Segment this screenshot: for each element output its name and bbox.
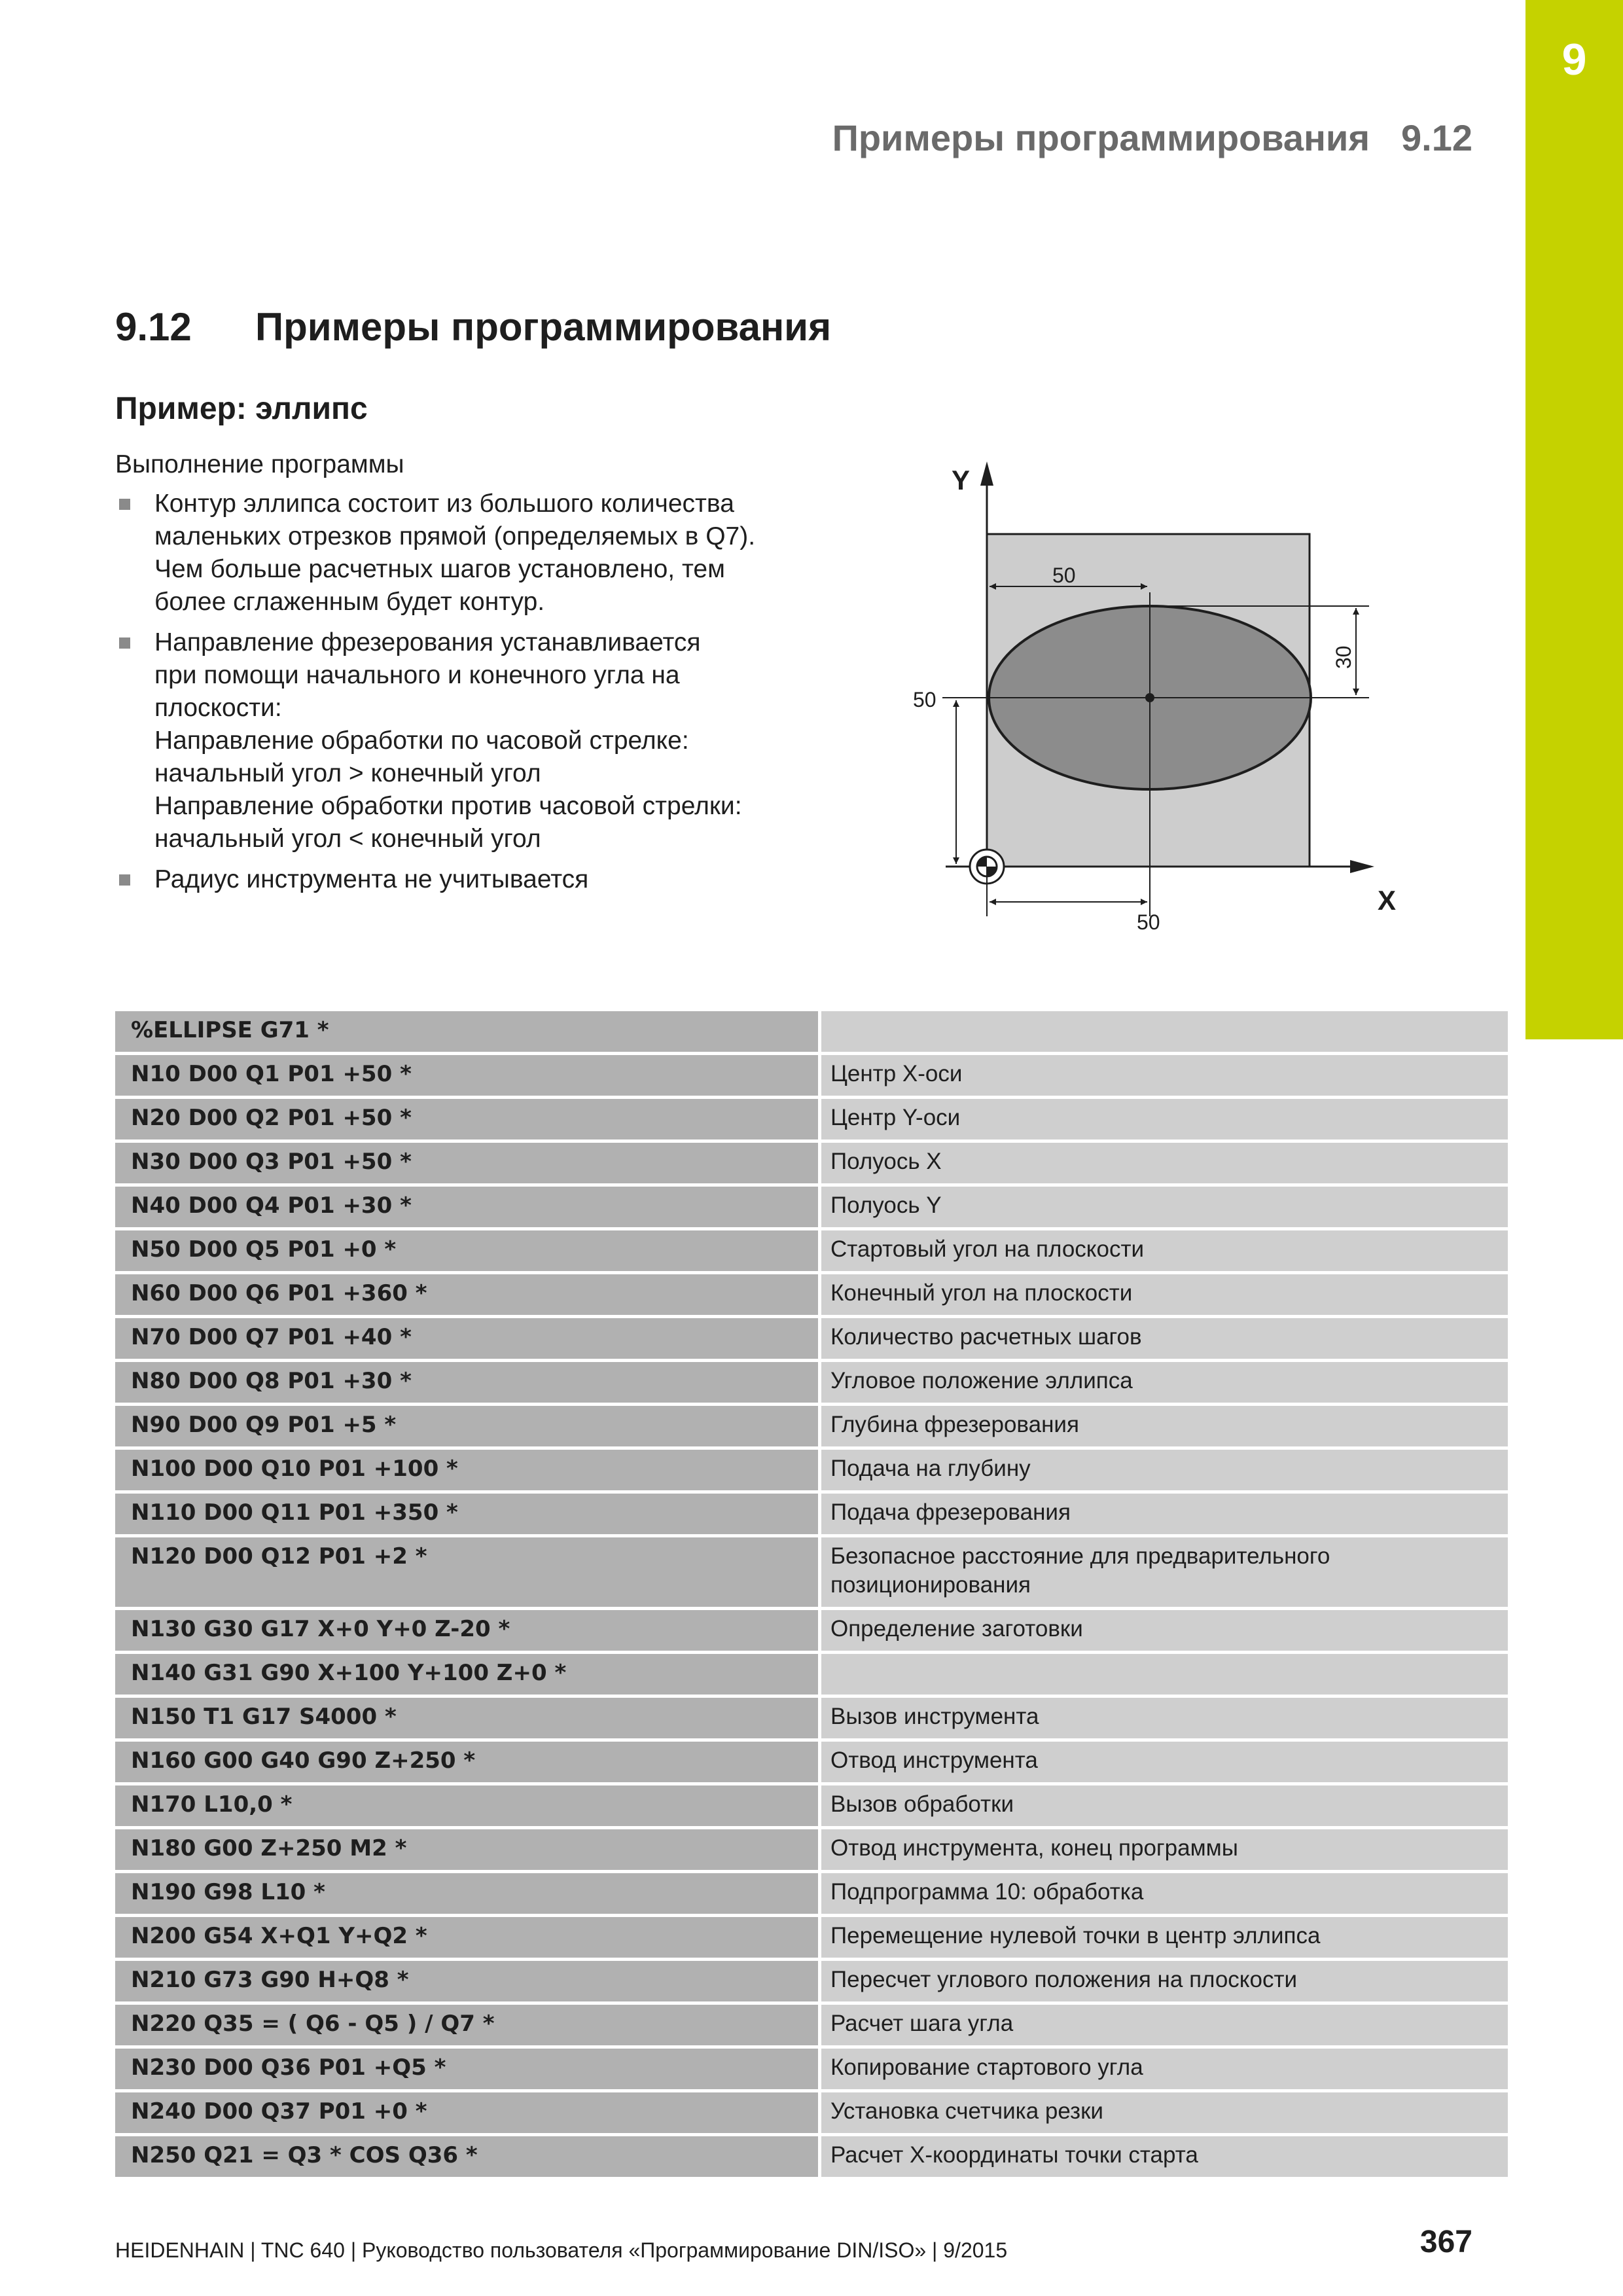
bullet-line: начальный угол > конечный угол — [154, 759, 541, 787]
bullet-item — [115, 863, 874, 896]
program-comment: Расчет X-координаты точки старта — [820, 2135, 1508, 2179]
program-row — [115, 1492, 1508, 1536]
x-axis-arrow-icon — [1350, 860, 1374, 873]
program-row — [115, 1653, 1508, 1696]
program-row — [115, 1317, 1508, 1361]
program-comment: Центр X-оси — [820, 1054, 1508, 1098]
program-row — [115, 1405, 1508, 1448]
program-comment: Установка счетчика резки — [820, 2091, 1508, 2135]
bullet-line: при помощи начального и конечного угла на — [154, 661, 680, 689]
program-comment: Отвод инструмента — [820, 1740, 1508, 1784]
bullet-line: Направление обработки по часовой стрелке: — [154, 726, 689, 755]
program-comment: Вызов обработки — [820, 1784, 1508, 1828]
program-code: N200 G54 X+Q1 Y+Q2 * — [115, 1916, 820, 1960]
program-row — [115, 1011, 1508, 1054]
section-number: 9.12 — [115, 305, 192, 349]
bullet-square-icon — [119, 874, 130, 886]
program-row — [115, 1828, 1508, 1872]
ellipse-center-dot — [1145, 693, 1154, 702]
bullet-line: Радиус инструмента не учитывается — [154, 865, 589, 893]
program-code: N140 G31 G90 X+100 Y+100 Z+0 * — [115, 1653, 820, 1696]
program-code: N130 G30 G17 X+0 Y+0 Z-20 * — [115, 1609, 820, 1653]
bullet-list — [115, 488, 874, 904]
program-comment: Копирование стартового угла — [820, 2047, 1508, 2091]
program-code: N70 D00 Q7 P01 +40 * — [115, 1317, 820, 1361]
program-row — [115, 1784, 1508, 1828]
program-row — [115, 2091, 1508, 2135]
dim-top-label: 50 — [1052, 564, 1076, 587]
program-comment: Подпрограмма 10: обработка — [820, 1872, 1508, 1916]
bullet-line: плоскости: — [154, 694, 282, 722]
program-row — [115, 1536, 1508, 1609]
bullet-square-icon — [119, 499, 130, 510]
program-code: N80 D00 Q8 P01 +30 * — [115, 1361, 820, 1405]
program-comment — [820, 1011, 1508, 1054]
program-code: N250 Q21 = Q3 * COS Q36 * — [115, 2135, 820, 2179]
program-row — [115, 2135, 1508, 2179]
program-row — [115, 1872, 1508, 1916]
program-code: N180 G00 Z+250 M2 * — [115, 1828, 820, 1872]
program-code: N220 Q35 = ( Q6 - Q5 ) / Q7 * — [115, 2003, 820, 2047]
program-comment: Угловое положение эллипса — [820, 1361, 1508, 1405]
program-comment: Подача на глубину — [820, 1448, 1508, 1492]
bullet-line: более сглаженным будет контур. — [154, 588, 545, 616]
program-comment: Подача фрезерования — [820, 1492, 1508, 1536]
bullet-line: Контур эллипса состоит из большого количества — [154, 490, 734, 518]
program-comment: Вызов инструмента — [820, 1696, 1508, 1740]
x-axis-label: X — [1378, 885, 1397, 916]
program-comment: Отвод инструмента, конец программы — [820, 1828, 1508, 1872]
program-code: %ELLIPSE G71 * — [115, 1011, 820, 1054]
program-comment: Полуось Y — [820, 1185, 1508, 1229]
program-row — [115, 1054, 1508, 1098]
program-comment: Стартовый угол на плоскости — [820, 1229, 1508, 1273]
program-code: N190 G98 L10 * — [115, 1872, 820, 1916]
program-row — [115, 2003, 1508, 2047]
program-code: N40 D00 Q4 P01 +30 * — [115, 1185, 820, 1229]
program-comment: Расчет шага угла — [820, 2003, 1508, 2047]
program-code: N150 T1 G17 S4000 * — [115, 1696, 820, 1740]
bullet-line: Чем больше расчетных шагов установлено, тем — [154, 555, 725, 583]
program-row — [115, 1740, 1508, 1784]
program-comment: Определение заготовки — [820, 1609, 1508, 1653]
program-comment: Количество расчетных шагов — [820, 1317, 1508, 1361]
page-footer: HEIDENHAIN | TNC 640 | Руководство пользователя «Программирование DIN/ISO» | 9/2015 — [115, 2238, 1008, 2262]
program-comment — [820, 1653, 1508, 1696]
program-code: N110 D00 Q11 P01 +350 * — [115, 1492, 820, 1536]
dim-right-label: 30 — [1332, 645, 1355, 669]
bullet-item — [115, 626, 874, 855]
ellipse-drawing — [897, 452, 1427, 949]
dim-left-label: 50 — [913, 688, 936, 711]
section-title-text: Примеры программирования — [255, 305, 832, 349]
bullet-line: Направление обработки против часовой стрелки: — [154, 792, 742, 820]
program-row — [115, 1609, 1508, 1653]
subsection-title: Пример: эллипс — [115, 391, 368, 426]
program-comment: Безопасное расстояние для предварительного позиционирования — [820, 1536, 1508, 1609]
program-code: N60 D00 Q6 P01 +360 * — [115, 1273, 820, 1317]
program-code: N240 D00 Q37 P01 +0 * — [115, 2091, 820, 2135]
program-row — [115, 2047, 1508, 2091]
program-row — [115, 1361, 1508, 1405]
bullet-line: начальный угол < конечный угол — [154, 825, 541, 853]
program-code: N20 D00 Q2 P01 +50 * — [115, 1098, 820, 1141]
program-code: N230 D00 Q36 P01 +Q5 * — [115, 2047, 820, 2091]
program-code: N90 D00 Q9 P01 +5 * — [115, 1405, 820, 1448]
page-number: 367 — [1419, 2225, 1472, 2259]
bullet-line: Направление фрезерования устанавливается — [154, 628, 701, 656]
chapter-tab — [1525, 0, 1623, 1039]
program-code: N50 D00 Q5 P01 +0 * — [115, 1229, 820, 1273]
running-head — [832, 117, 1472, 159]
program-comment: Полуось X — [820, 1141, 1508, 1185]
program-row — [115, 1229, 1508, 1273]
program-comment: Глубина фрезерования — [820, 1405, 1508, 1448]
program-row — [115, 1273, 1508, 1317]
program-comment: Перемещение нулевой точки в центр эллипса — [820, 1916, 1508, 1960]
program-row — [115, 1185, 1508, 1229]
program-comment: Конечный угол на плоскости — [820, 1273, 1508, 1317]
dim-bottom-label: 50 — [1137, 910, 1160, 934]
program-code: N30 D00 Q3 P01 +50 * — [115, 1141, 820, 1185]
program-code: N10 D00 Q1 P01 +50 * — [115, 1054, 820, 1098]
program-code: N170 L10,0 * — [115, 1784, 820, 1828]
intro-text: Выполнение программы — [115, 450, 404, 478]
program-comment: Пересчет углового положения на плоскости — [820, 1960, 1508, 2003]
program-row — [115, 1960, 1508, 2003]
y-axis-label: Y — [952, 465, 971, 495]
running-head-title: Примеры программирования — [832, 117, 1370, 158]
running-head-number: 9.12 — [1401, 117, 1472, 158]
bullet-line: маленьких отрезков прямой (определяемых в Q7). — [154, 522, 756, 550]
program-row — [115, 1696, 1508, 1740]
program-row — [115, 1916, 1508, 1960]
program-table — [115, 1011, 1508, 2180]
program-row — [115, 1141, 1508, 1185]
program-code: N120 D00 Q12 P01 +2 * — [115, 1536, 820, 1609]
program-row — [115, 1098, 1508, 1141]
bullet-square-icon — [119, 637, 130, 649]
program-code: N100 D00 Q10 P01 +100 * — [115, 1448, 820, 1492]
bullet-item — [115, 488, 874, 619]
program-row — [115, 1448, 1508, 1492]
program-code: N160 G00 G40 G90 Z+250 * — [115, 1740, 820, 1784]
chapter-number: 9 — [1561, 35, 1587, 84]
program-code: N210 G73 G90 H+Q8 * — [115, 1960, 820, 2003]
y-axis-arrow-icon — [980, 461, 993, 486]
section-title — [115, 304, 831, 350]
program-comment: Центр Y-оси — [820, 1098, 1508, 1141]
